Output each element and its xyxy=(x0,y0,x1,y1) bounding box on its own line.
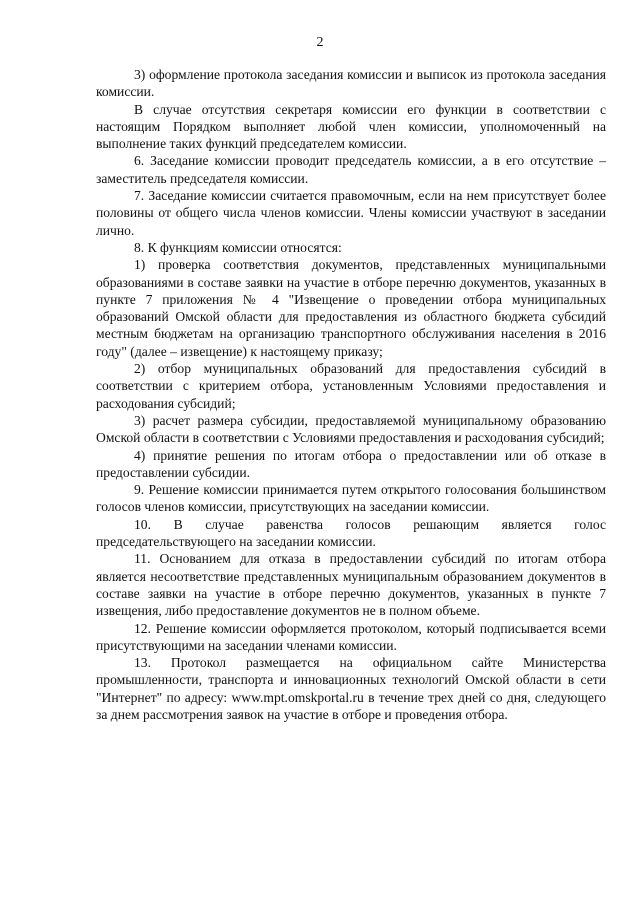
paragraph: 3) оформление протокола заседания комиссии и выписок из протокола заседания комиссии. xyxy=(96,67,606,100)
paragraph: 2) отбор муниципальных образований для предоставления субсидий в соответствии с критерием отбора, установленным Условиями предоставления и расходования субсидий; xyxy=(96,361,606,411)
paragraph: 1) проверка соответствия документов, представленных муниципальными образованиями в составе заявки на участие в отборе перечню документов, указанных в пункте 7 приложения № 4 "Извещение о проведении отбора муниципальных образований Омской области для предоставления из областного бюджета субсидий местным бюджетам на организацию транспортного обслуживания населения в 2016 году" (далее – извещение) к настоящему приказу; xyxy=(96,257,606,359)
paragraph: 12. Решение комиссии оформляется протоколом, который подписывается всеми присутствующими на заседании членами комиссии. xyxy=(96,620,606,653)
paragraph: 6. Заседание комиссии проводит председатель комиссии, а в его отсутствие – заместитель председателя комиссии. xyxy=(96,153,606,186)
paragraph: 13. Протокол размещается на официальном сайте Министерства промышленности, транспорта и инновационных технологий Омской области в сети "Интернет" по адресу: www.mpt.omskportal.ru в течение трех дней со дня, следующего за днем рассмотрения заявок на участие в отборе и проведения отбора. xyxy=(96,655,606,722)
paragraph: 10. В случае равенства голосов решающим является голос председательствующего на заседании комиссии. xyxy=(96,516,606,550)
paragraph: 11. Основанием для отказа в предоставлении субсидий по итогам отбора является несоответствие представленных муниципальным образованием документов в составе заявки на участие в отборе перечню документов, указанных в пункте 7 извещения, либо предоставление документов не в полном объеме. xyxy=(96,551,606,619)
paragraph: 3) расчет размера субсидии, предоставляемой муниципальному образованию Омской области в соответствии с Условиями предоставления и расходования субсидий; xyxy=(96,412,606,446)
paragraph: 9. Решение комиссии принимается путем открытого голосования большинством голосов членов комиссии, присутствующих на заседании комиссии. xyxy=(96,482,606,515)
paragraph: 8. К функциям комиссии относятся: xyxy=(134,239,342,255)
document-body xyxy=(96,66,606,723)
paragraph: В случае отсутствия секретаря комиссии его функции в соответствии с настоящим Порядком выполняет любой член комиссии, уполномоченный на выполнение таких функций председателем комиссии. xyxy=(96,101,606,152)
paragraph: 7. Заседание комиссии считается правомочным, если на нем присутствует более половины от общего числа членов комиссии. Члены комиссии участвуют в заседании лично. xyxy=(96,188,606,238)
page-number: 2 xyxy=(316,35,324,50)
paragraph: 4) принятие решения по итогам отбора о предоставлении или об отказе в предоставлении субсидии. xyxy=(96,447,606,480)
